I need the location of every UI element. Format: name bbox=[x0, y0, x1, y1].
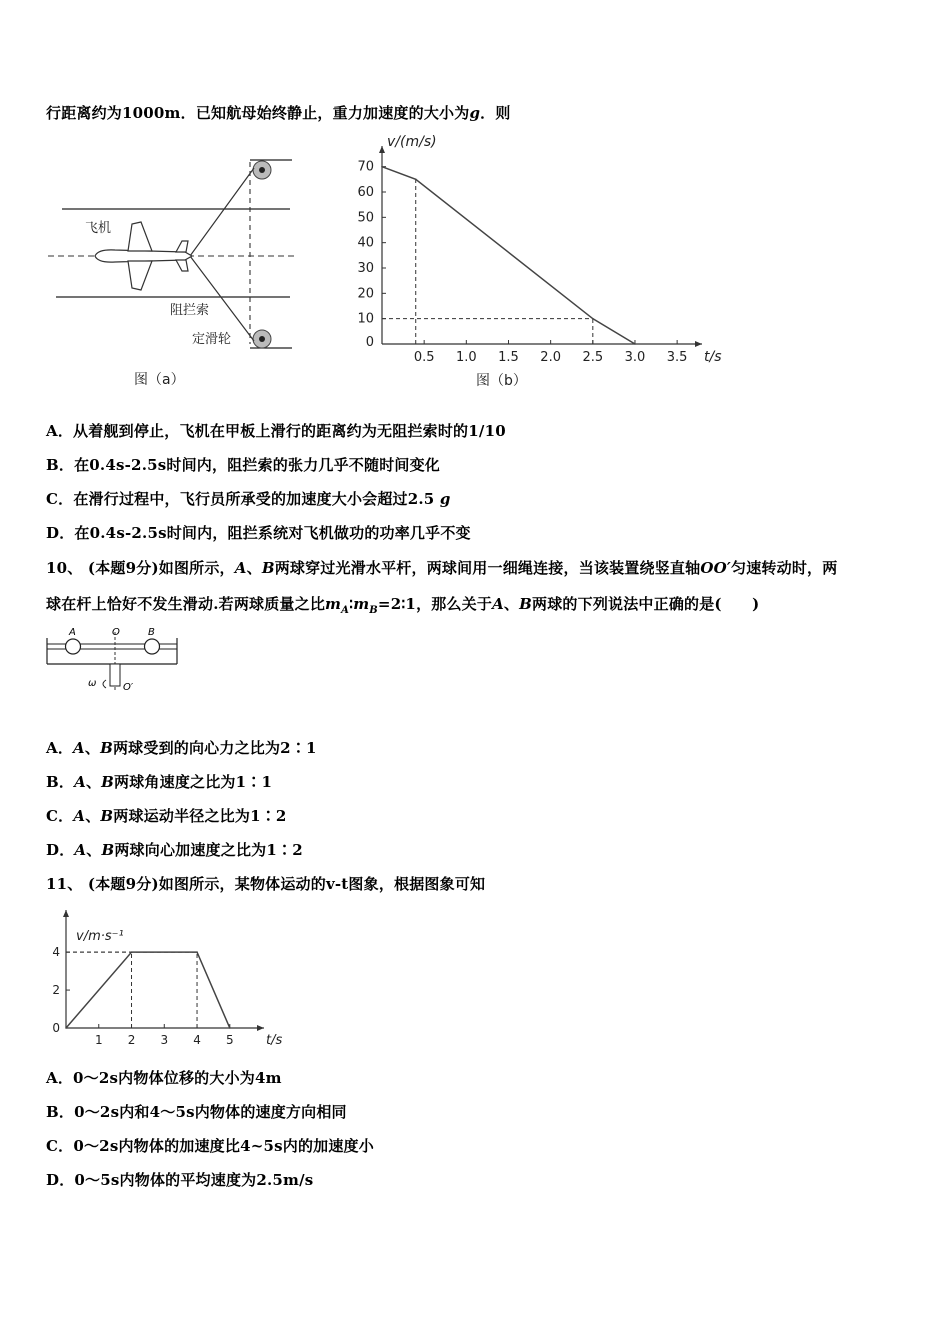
y-tick-label: 30 bbox=[357, 261, 374, 276]
data-point bbox=[229, 1027, 231, 1029]
y-tick-label: 20 bbox=[357, 286, 374, 302]
q9-option-b[interactable] bbox=[46, 454, 440, 475]
y-axis-label: v/m·s⁻¹ bbox=[76, 929, 124, 944]
q9-option-d[interactable] bbox=[46, 522, 471, 543]
q10-stem-line2 bbox=[46, 593, 759, 616]
q11-option-letter: A． bbox=[46, 1069, 74, 1087]
pulley-top-icon bbox=[253, 161, 271, 179]
q10-ma-sub: A bbox=[341, 605, 350, 616]
q11-option-d[interactable] bbox=[46, 1169, 313, 1190]
intro-tail: ．则 bbox=[480, 104, 511, 122]
q10-option-ball-a: A bbox=[73, 739, 85, 757]
q10-option-d[interactable]: D．A、B两球向心加速度之比为1∶2 bbox=[46, 841, 303, 859]
q10-ma: m bbox=[325, 595, 342, 613]
q10-ball-b: B bbox=[519, 595, 533, 613]
q10-text: =2∶1，那么关于 bbox=[377, 595, 493, 613]
intro-line bbox=[46, 102, 511, 123]
x-axis-arrow-icon bbox=[695, 341, 702, 347]
y-tick-label: 40 bbox=[357, 235, 374, 251]
x-tick-label: 3.0 bbox=[624, 350, 646, 365]
q10-mb: m bbox=[353, 595, 370, 613]
y-tick-label: 60 bbox=[357, 185, 374, 200]
data-point bbox=[65, 1027, 67, 1029]
label-plane: 飞机 bbox=[85, 221, 112, 236]
intro-g: g bbox=[469, 104, 481, 122]
x-tick-label: 1.0 bbox=[455, 350, 477, 365]
label-pulley: 定滑轮 bbox=[192, 332, 232, 347]
q10-option-text: 两球运动半径之比为1∶2 bbox=[113, 807, 287, 825]
q9-option-letter: B． bbox=[46, 456, 75, 474]
q10-ball-b: B bbox=[261, 559, 275, 577]
q10-option-letter: B． bbox=[46, 773, 75, 791]
q11-option-letter: C． bbox=[46, 1137, 74, 1155]
q11-option-text: 0～5s内物体的平均速度为2.5m/s bbox=[74, 1171, 314, 1189]
q10-option-ball-b: B bbox=[101, 773, 115, 791]
q10-option-ball-b: B bbox=[101, 841, 115, 859]
data-point bbox=[415, 179, 417, 181]
x-axis-label: t/s bbox=[266, 1033, 283, 1048]
fig-label-oprime: O′ bbox=[123, 682, 134, 693]
x-axis-label: t/s bbox=[704, 349, 722, 365]
y-tick-label: 0 bbox=[52, 1021, 60, 1035]
q11-option-letter: D． bbox=[46, 1171, 75, 1189]
y-axis-label: v/(m/s) bbox=[387, 134, 437, 150]
y-axis-arrow-icon bbox=[63, 910, 69, 917]
x-tick-label: 3 bbox=[160, 1033, 169, 1047]
q9-option-text: 在0.4s-2.5s时间内，阻拦索的张力几乎不随时间变化 bbox=[74, 456, 441, 474]
data-point bbox=[592, 318, 594, 320]
q9-option-text: 在滑行过程中，飞行员所承受的加速度大小会超过2.5 bbox=[73, 490, 435, 508]
q10-option-letter: D． bbox=[46, 841, 75, 859]
y-tick-label: 2 bbox=[52, 983, 60, 998]
q10-option-ball-b: B bbox=[100, 739, 113, 757]
q10-option-text: 两球向心加速度之比为1∶2 bbox=[114, 841, 303, 859]
q9-option-letter: D． bbox=[46, 524, 75, 542]
data-point bbox=[381, 166, 383, 168]
q10-text: 两球的下列说法中正确的是( ) bbox=[532, 595, 760, 613]
y-tick-label: 50 bbox=[357, 210, 374, 226]
q10-option-a[interactable]: A．A、B两球受到的向心力之比为2∶1 bbox=[46, 739, 317, 757]
caption-b: 图（b） bbox=[476, 373, 527, 389]
series-line bbox=[382, 167, 635, 344]
q10-axis: OO′ bbox=[700, 559, 732, 577]
q11-option-a[interactable] bbox=[46, 1067, 282, 1088]
x-axis-arrow-icon bbox=[257, 1025, 264, 1031]
q10-text: 两球穿过光滑水平杆，两球间用一细绳连接，当该装置绕竖直轴 bbox=[274, 559, 701, 577]
figure-a bbox=[40, 148, 310, 393]
q11-option-text: 0～2s内和4～5s内物体的速度方向相同 bbox=[74, 1103, 347, 1121]
x-tick-label: 2.0 bbox=[540, 350, 561, 365]
q11-option-b[interactable] bbox=[46, 1101, 347, 1122]
x-tick-label: 2 bbox=[127, 1033, 136, 1047]
q11-stem bbox=[46, 873, 485, 894]
rotation-arrow-icon bbox=[103, 680, 106, 688]
y-tick-label: 10 bbox=[357, 311, 374, 327]
q11-text: (本题9分)如图所示，某物体运动的v-t图象，根据图象可知 bbox=[87, 875, 486, 893]
pulley-bottom-icon bbox=[253, 330, 271, 348]
q10-option-letter: A． bbox=[46, 739, 74, 757]
ball-a-icon bbox=[66, 639, 81, 654]
data-point bbox=[196, 951, 198, 953]
series-line bbox=[66, 952, 230, 1028]
caption-a: 图（a） bbox=[134, 372, 185, 388]
x-tick-label: 5 bbox=[225, 1033, 234, 1047]
x-tick-label: 0.5 bbox=[413, 350, 435, 365]
ball-b-icon bbox=[145, 639, 160, 654]
q10-sep: 、 bbox=[503, 595, 520, 613]
x-tick-label: 1 bbox=[94, 1033, 103, 1047]
q9-option-text: 在0.4s-2.5s时间内，阻拦系统对飞机做功的功率几乎不变 bbox=[74, 524, 471, 542]
y-tick-label: 70 bbox=[357, 159, 374, 175]
q10-option-c[interactable]: C．A、B两球运动半径之比为1∶2 bbox=[46, 807, 287, 825]
q10-text: (本题9分)如图所示， bbox=[87, 559, 235, 577]
intro-text: 行距离约为1000m．已知航母始终静止，重力加速度的大小为 bbox=[46, 104, 470, 122]
q10-text: 匀速转动时，两 bbox=[731, 559, 838, 577]
q10-option-ball-a: A bbox=[73, 807, 86, 825]
fig-label-o: O bbox=[112, 627, 120, 638]
q10-stem-line1 bbox=[46, 557, 837, 578]
q11-option-text: 0～2s内物体的加速度比4~5s内的加速度小 bbox=[73, 1137, 374, 1155]
q10-option-ball-a: A bbox=[74, 773, 86, 791]
figure-b-chart bbox=[340, 130, 722, 395]
q10-option-b[interactable]: B．A、B两球角速度之比为1∶1 bbox=[46, 773, 273, 791]
q10-option-text: 两球角速度之比为1∶1 bbox=[114, 773, 273, 791]
x-tick-label: 4 bbox=[193, 1033, 201, 1047]
q11-option-c[interactable] bbox=[46, 1135, 374, 1156]
x-tick-label: 3.5 bbox=[666, 350, 688, 365]
q10-ball-a: A bbox=[234, 559, 247, 577]
x-tick-label: 2.5 bbox=[582, 350, 604, 365]
q11-option-letter: B． bbox=[46, 1103, 75, 1121]
q9-option-g: g bbox=[439, 490, 451, 508]
q10-colon: ∶ bbox=[349, 595, 354, 613]
axle bbox=[110, 664, 120, 686]
q9-option-a[interactable] bbox=[46, 420, 506, 441]
fig-label-omega: ω bbox=[88, 678, 97, 689]
q10-option-text: 两球受到的向心力之比为2∶1 bbox=[112, 739, 317, 757]
data-point bbox=[634, 343, 636, 345]
q9-option-letter: C． bbox=[46, 490, 74, 508]
q10-figure bbox=[44, 622, 194, 697]
x-tick-label: 1.5 bbox=[498, 350, 519, 365]
q11-chart bbox=[40, 905, 283, 1055]
y-tick-label: 0 bbox=[365, 335, 374, 350]
q10-number: 10、 bbox=[46, 559, 83, 577]
q10-option-ball-b: B bbox=[100, 807, 114, 825]
fig-label-a: A bbox=[69, 627, 76, 638]
q9-option-c[interactable] bbox=[46, 488, 451, 509]
y-tick-label: 4 bbox=[52, 945, 60, 960]
q9-option-text: 从着舰到停止，飞机在甲板上滑行的距离约为无阻拦索时的1/10 bbox=[73, 422, 506, 440]
q11-number: 11、 bbox=[46, 875, 83, 893]
fig-label-b: B bbox=[148, 627, 155, 638]
q10-option-ball-a: A bbox=[74, 841, 87, 859]
q10-text: 球在杆上恰好不发生滑动.若两球质量之比 bbox=[46, 595, 326, 613]
y-axis-arrow-icon bbox=[379, 146, 385, 153]
q10-sep: 、 bbox=[246, 559, 262, 577]
q9-option-letter: A． bbox=[46, 422, 74, 440]
data-point bbox=[131, 951, 133, 953]
q11-option-text: 0～2s内物体位移的大小为4m bbox=[73, 1069, 282, 1087]
label-cable: 阻拦索 bbox=[170, 303, 210, 318]
q10-option-letter: C． bbox=[46, 807, 74, 825]
q10-ball-a: A bbox=[492, 595, 504, 613]
q10-mb-sub: B bbox=[369, 605, 378, 616]
